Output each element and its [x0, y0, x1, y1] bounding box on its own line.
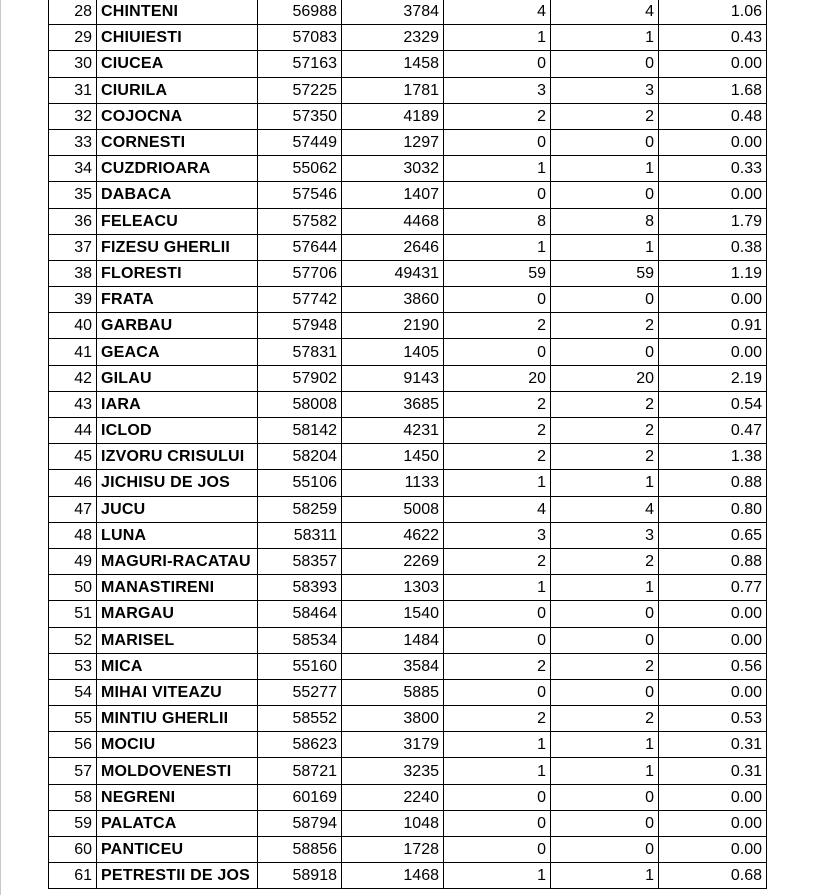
- locality-name-cell: LUNA: [97, 522, 258, 548]
- count-b-cell: 1: [551, 470, 659, 496]
- count-b-cell: 2: [551, 444, 659, 470]
- rate-value-cell: 0.00: [659, 784, 767, 810]
- row-index-cell: 48: [49, 522, 97, 548]
- rate-value-cell: 0.38: [659, 234, 767, 260]
- table-row: [49, 653, 767, 679]
- table-body: [49, 0, 767, 889]
- siruta-code-cell: 57831: [258, 339, 342, 365]
- locality-name-cell: CHINTENI: [97, 0, 258, 25]
- row-index-cell: 59: [49, 810, 97, 836]
- population-cell: 3032: [342, 156, 444, 182]
- population-cell: 3584: [342, 653, 444, 679]
- population-cell: 1781: [342, 77, 444, 103]
- population-cell: 4468: [342, 208, 444, 234]
- population-cell: 3685: [342, 391, 444, 417]
- locality-name-cell: MARISEL: [97, 627, 258, 653]
- table-row: [49, 313, 767, 339]
- count-a-cell: 20: [444, 365, 551, 391]
- count-a-cell: 0: [444, 601, 551, 627]
- population-cell: 9143: [342, 365, 444, 391]
- siruta-code-cell: 57449: [258, 129, 342, 155]
- count-b-cell: 3: [551, 77, 659, 103]
- row-index-cell: 58: [49, 784, 97, 810]
- rate-value-cell: 0.54: [659, 391, 767, 417]
- siruta-code-cell: 58623: [258, 732, 342, 758]
- population-cell: 1540: [342, 601, 444, 627]
- rate-value-cell: 0.00: [659, 182, 767, 208]
- table-row: [49, 784, 767, 810]
- count-a-cell: 2: [444, 444, 551, 470]
- rate-value-cell: 0.48: [659, 103, 767, 129]
- population-cell: 1303: [342, 575, 444, 601]
- count-a-cell: 0: [444, 287, 551, 313]
- locality-name-cell: DABACA: [97, 182, 258, 208]
- row-index-cell: 34: [49, 156, 97, 182]
- row-index-cell: 31: [49, 77, 97, 103]
- count-a-cell: 3: [444, 77, 551, 103]
- count-b-cell: 4: [551, 0, 659, 25]
- rate-value-cell: 0.00: [659, 837, 767, 863]
- count-b-cell: 1: [551, 156, 659, 182]
- row-index-cell: 60: [49, 837, 97, 863]
- row-index-cell: 56: [49, 732, 97, 758]
- locality-name-cell: JICHISU DE JOS: [97, 470, 258, 496]
- row-index-cell: 38: [49, 260, 97, 286]
- siruta-code-cell: 58357: [258, 548, 342, 574]
- page-left-edge: [0, 0, 1, 895]
- siruta-code-cell: 58794: [258, 810, 342, 836]
- locality-name-cell: GILAU: [97, 365, 258, 391]
- siruta-code-cell: 58918: [258, 863, 342, 889]
- rate-value-cell: 0.43: [659, 25, 767, 51]
- count-a-cell: 0: [444, 51, 551, 77]
- count-b-cell: 2: [551, 653, 659, 679]
- locality-name-cell: FIZESU GHERLII: [97, 234, 258, 260]
- siruta-code-cell: 58721: [258, 758, 342, 784]
- locality-name-cell: JUCU: [97, 496, 258, 522]
- row-index-cell: 61: [49, 863, 97, 889]
- rate-value-cell: 1.19: [659, 260, 767, 286]
- count-a-cell: 1: [444, 575, 551, 601]
- siruta-code-cell: 58311: [258, 522, 342, 548]
- count-b-cell: 1: [551, 25, 659, 51]
- table-row: [49, 77, 767, 103]
- population-cell: 1484: [342, 627, 444, 653]
- table-row: [49, 418, 767, 444]
- population-cell: 1728: [342, 837, 444, 863]
- locality-name-cell: MIHAI VITEAZU: [97, 679, 258, 705]
- population-cell: 5885: [342, 679, 444, 705]
- locality-name-cell: CHIUIESTI: [97, 25, 258, 51]
- siruta-code-cell: 58552: [258, 706, 342, 732]
- table-row: [49, 706, 767, 732]
- count-b-cell: 1: [551, 575, 659, 601]
- locality-name-cell: NEGRENI: [97, 784, 258, 810]
- count-a-cell: 1: [444, 25, 551, 51]
- count-a-cell: 3: [444, 522, 551, 548]
- count-a-cell: 2: [444, 548, 551, 574]
- table-row: [49, 810, 767, 836]
- count-a-cell: 8: [444, 208, 551, 234]
- count-a-cell: 0: [444, 837, 551, 863]
- row-index-cell: 41: [49, 339, 97, 365]
- siruta-code-cell: 60169: [258, 784, 342, 810]
- count-b-cell: 8: [551, 208, 659, 234]
- population-cell: 3179: [342, 732, 444, 758]
- table-row: [49, 103, 767, 129]
- population-cell: 1458: [342, 51, 444, 77]
- siruta-code-cell: 57350: [258, 103, 342, 129]
- locality-name-cell: IZVORU CRISULUI: [97, 444, 258, 470]
- table-row: [49, 732, 767, 758]
- count-a-cell: 4: [444, 496, 551, 522]
- rate-value-cell: 0.00: [659, 627, 767, 653]
- row-index-cell: 45: [49, 444, 97, 470]
- row-index-cell: 30: [49, 51, 97, 77]
- population-cell: 1407: [342, 182, 444, 208]
- count-b-cell: 2: [551, 418, 659, 444]
- rate-value-cell: 0.47: [659, 418, 767, 444]
- population-cell: 4189: [342, 103, 444, 129]
- siruta-code-cell: 57706: [258, 260, 342, 286]
- table-row: [49, 496, 767, 522]
- table-row: [49, 837, 767, 863]
- row-index-cell: 42: [49, 365, 97, 391]
- count-b-cell: 0: [551, 182, 659, 208]
- siruta-code-cell: 58142: [258, 418, 342, 444]
- population-cell: 2190: [342, 313, 444, 339]
- count-a-cell: 2: [444, 103, 551, 129]
- rate-value-cell: 0.56: [659, 653, 767, 679]
- rate-value-cell: 2.19: [659, 365, 767, 391]
- row-index-cell: 51: [49, 601, 97, 627]
- table-row: [49, 758, 767, 784]
- count-a-cell: 0: [444, 679, 551, 705]
- siruta-code-cell: 58856: [258, 837, 342, 863]
- population-cell: 2329: [342, 25, 444, 51]
- count-b-cell: 0: [551, 810, 659, 836]
- rate-value-cell: 0.00: [659, 679, 767, 705]
- siruta-code-cell: 57546: [258, 182, 342, 208]
- siruta-code-cell: 57083: [258, 25, 342, 51]
- population-cell: 3860: [342, 287, 444, 313]
- row-index-cell: 46: [49, 470, 97, 496]
- count-a-cell: 2: [444, 391, 551, 417]
- locality-name-cell: PALATCA: [97, 810, 258, 836]
- row-index-cell: 29: [49, 25, 97, 51]
- count-a-cell: 59: [444, 260, 551, 286]
- population-cell: 1297: [342, 129, 444, 155]
- rate-value-cell: 0.88: [659, 548, 767, 574]
- count-a-cell: 0: [444, 129, 551, 155]
- siruta-code-cell: 58534: [258, 627, 342, 653]
- count-a-cell: 2: [444, 706, 551, 732]
- population-cell: 1450: [342, 444, 444, 470]
- count-b-cell: 0: [551, 679, 659, 705]
- row-index-cell: 39: [49, 287, 97, 313]
- count-b-cell: 2: [551, 313, 659, 339]
- count-b-cell: 0: [551, 784, 659, 810]
- locality-name-cell: ICLOD: [97, 418, 258, 444]
- row-index-cell: 35: [49, 182, 97, 208]
- locality-name-cell: MOCIU: [97, 732, 258, 758]
- rate-value-cell: 0.00: [659, 339, 767, 365]
- table-row: [49, 548, 767, 574]
- count-b-cell: 1: [551, 758, 659, 784]
- population-cell: 2269: [342, 548, 444, 574]
- table-row: [49, 234, 767, 260]
- table-row: [49, 287, 767, 313]
- table-row: [49, 365, 767, 391]
- locality-name-cell: MAGURI-RACATAU: [97, 548, 258, 574]
- locality-name-cell: MOLDOVENESTI: [97, 758, 258, 784]
- count-b-cell: 2: [551, 706, 659, 732]
- locality-name-cell: FELEACU: [97, 208, 258, 234]
- siruta-code-cell: 58464: [258, 601, 342, 627]
- table-row: [49, 863, 767, 889]
- locality-name-cell: GEACA: [97, 339, 258, 365]
- row-index-cell: 52: [49, 627, 97, 653]
- rate-value-cell: 0.77: [659, 575, 767, 601]
- rate-value-cell: 1.79: [659, 208, 767, 234]
- population-cell: 3784: [342, 0, 444, 25]
- row-index-cell: 53: [49, 653, 97, 679]
- rate-value-cell: 0.53: [659, 706, 767, 732]
- siruta-code-cell: 57644: [258, 234, 342, 260]
- count-a-cell: 1: [444, 470, 551, 496]
- row-index-cell: 49: [49, 548, 97, 574]
- siruta-code-cell: 57948: [258, 313, 342, 339]
- row-index-cell: 33: [49, 129, 97, 155]
- row-index-cell: 55: [49, 706, 97, 732]
- siruta-code-cell: 55277: [258, 679, 342, 705]
- count-a-cell: 1: [444, 732, 551, 758]
- population-cell: 2240: [342, 784, 444, 810]
- row-index-cell: 37: [49, 234, 97, 260]
- locality-name-cell: PANTICEU: [97, 837, 258, 863]
- count-b-cell: 59: [551, 260, 659, 286]
- table-row: [49, 260, 767, 286]
- siruta-code-cell: 55062: [258, 156, 342, 182]
- siruta-code-cell: 55106: [258, 470, 342, 496]
- table-row: [49, 0, 767, 25]
- table-row: [49, 391, 767, 417]
- population-cell: 1468: [342, 863, 444, 889]
- count-b-cell: 2: [551, 548, 659, 574]
- rate-value-cell: 0.80: [659, 496, 767, 522]
- table-row: [49, 679, 767, 705]
- row-index-cell: 54: [49, 679, 97, 705]
- population-cell: 49431: [342, 260, 444, 286]
- count-b-cell: 3: [551, 522, 659, 548]
- locality-name-cell: GARBAU: [97, 313, 258, 339]
- table-row: [49, 444, 767, 470]
- count-b-cell: 0: [551, 129, 659, 155]
- siruta-code-cell: 57902: [258, 365, 342, 391]
- count-a-cell: 1: [444, 758, 551, 784]
- row-index-cell: 50: [49, 575, 97, 601]
- table-row: [49, 129, 767, 155]
- siruta-code-cell: 58393: [258, 575, 342, 601]
- siruta-code-cell: 57163: [258, 51, 342, 77]
- rate-value-cell: 0.00: [659, 601, 767, 627]
- locality-name-cell: MICA: [97, 653, 258, 679]
- rate-value-cell: 0.68: [659, 863, 767, 889]
- count-a-cell: 0: [444, 810, 551, 836]
- population-cell: 1048: [342, 810, 444, 836]
- count-b-cell: 0: [551, 627, 659, 653]
- siruta-code-cell: 57582: [258, 208, 342, 234]
- rate-value-cell: 1.06: [659, 0, 767, 25]
- rate-value-cell: 0.33: [659, 156, 767, 182]
- row-index-cell: 44: [49, 418, 97, 444]
- row-index-cell: 57: [49, 758, 97, 784]
- rate-value-cell: 0.31: [659, 732, 767, 758]
- count-b-cell: 0: [551, 601, 659, 627]
- population-cell: 4622: [342, 522, 444, 548]
- count-b-cell: 1: [551, 863, 659, 889]
- locality-name-cell: CIURILA: [97, 77, 258, 103]
- rate-value-cell: 0.00: [659, 129, 767, 155]
- locality-name-cell: MINTIU GHERLII: [97, 706, 258, 732]
- row-index-cell: 32: [49, 103, 97, 129]
- row-index-cell: 28: [49, 0, 97, 25]
- table-row: [49, 470, 767, 496]
- locality-name-cell: FRATA: [97, 287, 258, 313]
- count-b-cell: 2: [551, 391, 659, 417]
- row-index-cell: 40: [49, 313, 97, 339]
- rate-value-cell: 0.00: [659, 51, 767, 77]
- siruta-code-cell: 57225: [258, 77, 342, 103]
- table-row: [49, 522, 767, 548]
- table-row: [49, 339, 767, 365]
- locality-name-cell: PETRESTII DE JOS: [97, 863, 258, 889]
- population-cell: 3235: [342, 758, 444, 784]
- table-row: [49, 25, 767, 51]
- population-cell: 3800: [342, 706, 444, 732]
- count-a-cell: 1: [444, 863, 551, 889]
- locality-name-cell: CORNESTI: [97, 129, 258, 155]
- count-b-cell: 4: [551, 496, 659, 522]
- count-a-cell: 0: [444, 339, 551, 365]
- population-cell: 4231: [342, 418, 444, 444]
- table-row: [49, 575, 767, 601]
- count-a-cell: 1: [444, 156, 551, 182]
- data-table: [48, 0, 767, 889]
- population-cell: 1405: [342, 339, 444, 365]
- count-b-cell: 0: [551, 339, 659, 365]
- siruta-code-cell: 56988: [258, 0, 342, 25]
- population-cell: 1133: [342, 470, 444, 496]
- table-row: [49, 601, 767, 627]
- count-a-cell: 2: [444, 418, 551, 444]
- rate-value-cell: 0.65: [659, 522, 767, 548]
- siruta-code-cell: 58008: [258, 391, 342, 417]
- population-cell: 5008: [342, 496, 444, 522]
- table-row: [49, 51, 767, 77]
- count-b-cell: 2: [551, 103, 659, 129]
- count-b-cell: 1: [551, 732, 659, 758]
- table-row: [49, 208, 767, 234]
- count-a-cell: 1: [444, 234, 551, 260]
- count-a-cell: 0: [444, 182, 551, 208]
- row-index-cell: 36: [49, 208, 97, 234]
- count-a-cell: 0: [444, 784, 551, 810]
- rate-value-cell: 0.88: [659, 470, 767, 496]
- rate-value-cell: 0.00: [659, 810, 767, 836]
- count-b-cell: 20: [551, 365, 659, 391]
- rate-value-cell: 0.31: [659, 758, 767, 784]
- rate-value-cell: 0.91: [659, 313, 767, 339]
- count-a-cell: 2: [444, 313, 551, 339]
- locality-name-cell: CIUCEA: [97, 51, 258, 77]
- table-row: [49, 182, 767, 208]
- siruta-code-cell: 57742: [258, 287, 342, 313]
- count-a-cell: 4: [444, 0, 551, 25]
- count-a-cell: 0: [444, 627, 551, 653]
- population-cell: 2646: [342, 234, 444, 260]
- table-row: [49, 156, 767, 182]
- table-row: [49, 627, 767, 653]
- count-b-cell: 0: [551, 837, 659, 863]
- row-index-cell: 43: [49, 391, 97, 417]
- locality-name-cell: FLORESTI: [97, 260, 258, 286]
- row-index-cell: 47: [49, 496, 97, 522]
- siruta-code-cell: 58204: [258, 444, 342, 470]
- locality-name-cell: MANASTIRENI: [97, 575, 258, 601]
- rate-value-cell: 1.38: [659, 444, 767, 470]
- count-b-cell: 0: [551, 51, 659, 77]
- count-a-cell: 2: [444, 653, 551, 679]
- count-b-cell: 1: [551, 234, 659, 260]
- count-b-cell: 0: [551, 287, 659, 313]
- rate-value-cell: 1.68: [659, 77, 767, 103]
- rate-value-cell: 0.00: [659, 287, 767, 313]
- locality-name-cell: IARA: [97, 391, 258, 417]
- siruta-code-cell: 58259: [258, 496, 342, 522]
- siruta-code-cell: 55160: [258, 653, 342, 679]
- locality-name-cell: CUZDRIOARA: [97, 156, 258, 182]
- locality-name-cell: COJOCNA: [97, 103, 258, 129]
- locality-name-cell: MARGAU: [97, 601, 258, 627]
